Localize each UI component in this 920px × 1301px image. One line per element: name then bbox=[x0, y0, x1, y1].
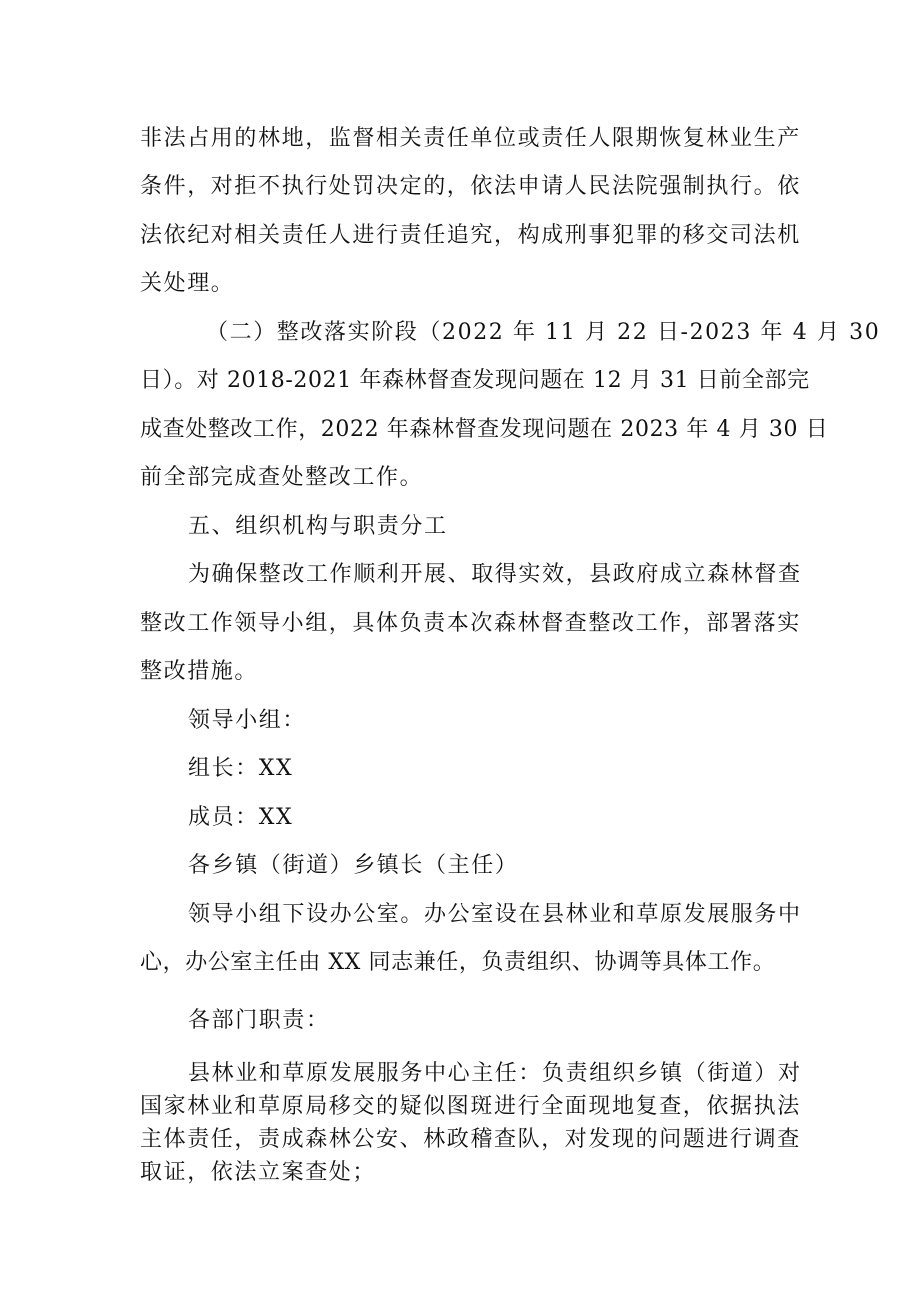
paragraph-line: 为确保整改工作顺利开展、取得实效，县政府成立森林督查 bbox=[188, 562, 802, 587]
paragraph-line: 成查处整改工作，2022 年森林督查发现问题在 2023 年 4 月 30 日 bbox=[140, 417, 829, 442]
paragraph-line: 前全部完成查处整改工作。 bbox=[140, 465, 424, 490]
responsibilities-label: 各部门职责： bbox=[188, 1008, 330, 1033]
paragraph-line: 法依纪对相关责任人进行责任追究，构成刑事犯罪的移交司法机 bbox=[140, 223, 801, 248]
paragraph-line: 取证，依法立案查处； bbox=[140, 1160, 377, 1185]
paragraph-line: 日）。对 2018-2021 年森林督查发现问题在 12 月 31 日前全部完 bbox=[140, 368, 810, 393]
paragraph-line: 整改措施。 bbox=[140, 659, 259, 684]
group-label: 领导小组： bbox=[188, 708, 307, 733]
group-members: 成员：XX bbox=[188, 805, 294, 830]
section-heading-line: （二）整改落实阶段（2022 年 11 月 22 日-2023 年 4 月 30 bbox=[206, 320, 881, 345]
group-leader: 组长：XX bbox=[188, 756, 294, 781]
paragraph-line: 县林业和草原发展服务中心主任：负责组织乡镇（街道）对 bbox=[188, 1061, 802, 1086]
paragraph-line: 国家林业和草原局移交的疑似图斑进行全面现地复查，依据执法 bbox=[140, 1094, 801, 1119]
paragraph-line: 主体责任，责成森林公安、林政稽查队，对发现的问题进行调查 bbox=[140, 1127, 801, 1152]
paragraph-line: 非法占用的林地，监督相关责任单位或责任人限期恢复林业生产 bbox=[140, 126, 801, 151]
paragraph-line: 关处理。 bbox=[140, 271, 235, 296]
paragraph-line: 心，办公室主任由 XX 同志兼任，负责组织、协调等具体工作。 bbox=[140, 950, 776, 975]
section-title: 五、组织机构与职责分工 bbox=[188, 514, 448, 539]
paragraph-line: 领导小组下设办公室。办公室设在县林业和草原发展服务中 bbox=[188, 902, 802, 927]
paragraph-line: 条件，对拒不执行处罚决定的，依法申请人民法院强制执行。依 bbox=[140, 174, 801, 199]
paragraph-line: 整改工作领导小组，具体负责本次森林督查整改工作，部署落实 bbox=[140, 611, 801, 636]
group-members-detail: 各乡镇（街道）乡镇长（主任） bbox=[188, 853, 519, 878]
